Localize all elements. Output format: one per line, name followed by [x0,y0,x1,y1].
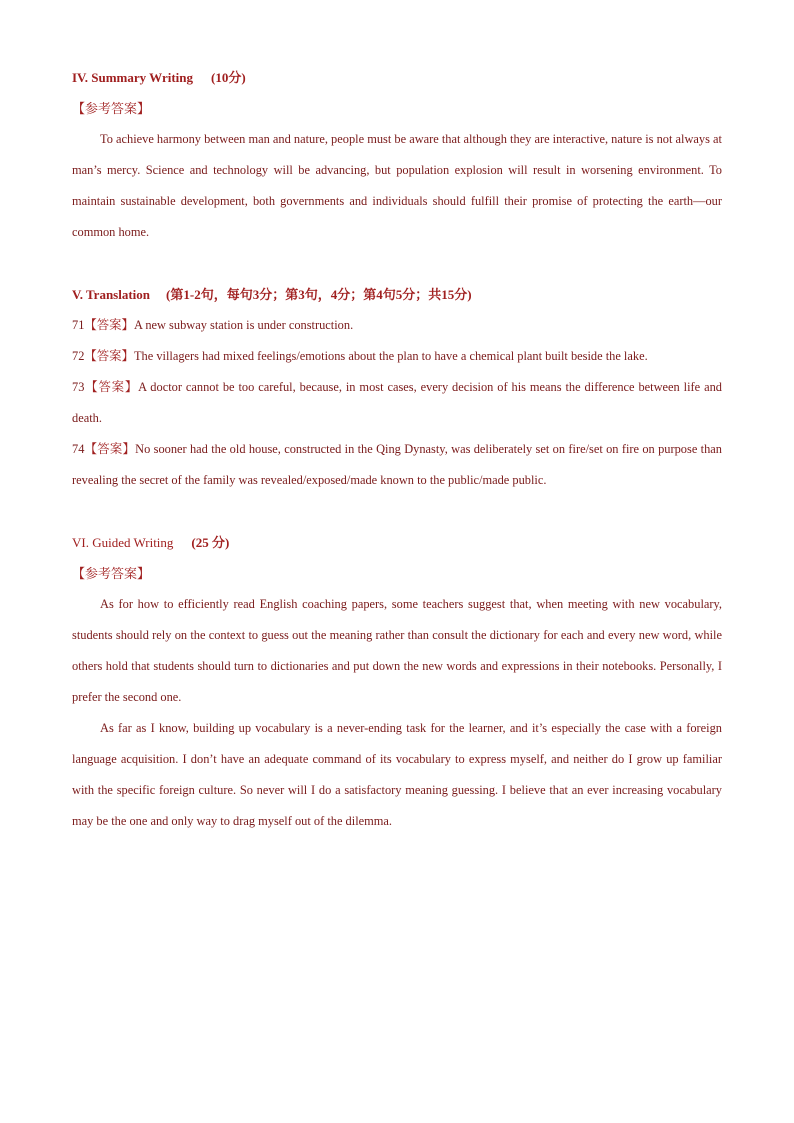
answer-text: The villagers had mixed feelings/emotions about the plan to have a chemical plant built beside the lake. [133,349,648,363]
item-number: 71 [72,318,85,332]
translation-item [72,310,722,341]
section-score: (第1-2句，每句3分；第3句，4分；第4句5分；共15分) [166,287,472,302]
section-score: (25 分) [191,535,230,550]
guided-writing-section [72,527,722,837]
answer-text: A new subway station is under construction. [133,318,354,332]
translation-item [72,341,722,372]
section-spacer [72,248,722,279]
translation-section [72,279,722,496]
item-number: 73 [72,380,85,394]
translation-item [72,434,722,496]
reference-answer-label: 【参考答案】 [72,101,151,116]
essay-paragraph: As far as I know, building up vocabulary is a never-ending task for the learner, and it’s especially the case with a foreign language acquisition. I don’t have an adequate command of its vocabulary to express myself, and neither do I grow up familiar with the specific foreign culture. So never will I do a satisfactory meaning guessing. I believe that an ever increasing vocabulary may be the one and only way to drag myself out of the dilemma. [72,721,722,828]
item-number: 72 [72,349,85,363]
translation-item [72,372,722,434]
answer-text: A doctor cannot be too careful, because, in most cases, every decision of his means the difference between life and death. [72,380,723,425]
section-score: (10分) [211,70,246,85]
summary-writing-section [72,62,722,248]
essay-paragraph: As for how to efficiently read English coaching papers, some teachers suggest that, when meeting with new vocabulary, students should rely on the context to guess out the meaning rather than consult the dictionary for each and every new word, while others hold that students should turn to dictionaries and put down the new words and expressions in their notebooks. Personally, I prefer the second one. [72,597,722,704]
answer-tag: 【答案】 [84,380,139,394]
section-title: IV. Summary Writing [72,70,193,85]
answer-tag: 【答案】 [84,318,134,332]
summary-writing-heading [72,62,722,93]
section-title: V. Translation [72,287,151,302]
section-title: VI. Guided Writing [72,535,174,550]
item-number: 74 [72,442,85,456]
answer-text: No sooner had the old house, constructed in the Qing Dynasty, was deliberately set on fire/set on fire on purpose than revealing the secret of the family was revealed/exposed/made known to the public/made public. [72,442,722,487]
guided-writing-heading [72,527,722,558]
answer-key-page [72,62,722,837]
translation-heading [72,279,722,310]
answer-tag: 【答案】 [84,442,136,456]
section-spacer [72,496,722,527]
summary-answer-text: To achieve harmony between man and nature, people must be aware that although they are interactive, nature is not always at man’s mercy. Science and technology will be advancing, but population explosion will result in worsening environment. To maintain sustainable development, both governments and individuals should fulfill their promise of protecting the earth—our common home. [72,132,722,239]
reference-answer-label: 【参考答案】 [72,566,151,581]
answer-tag: 【答案】 [84,349,134,363]
